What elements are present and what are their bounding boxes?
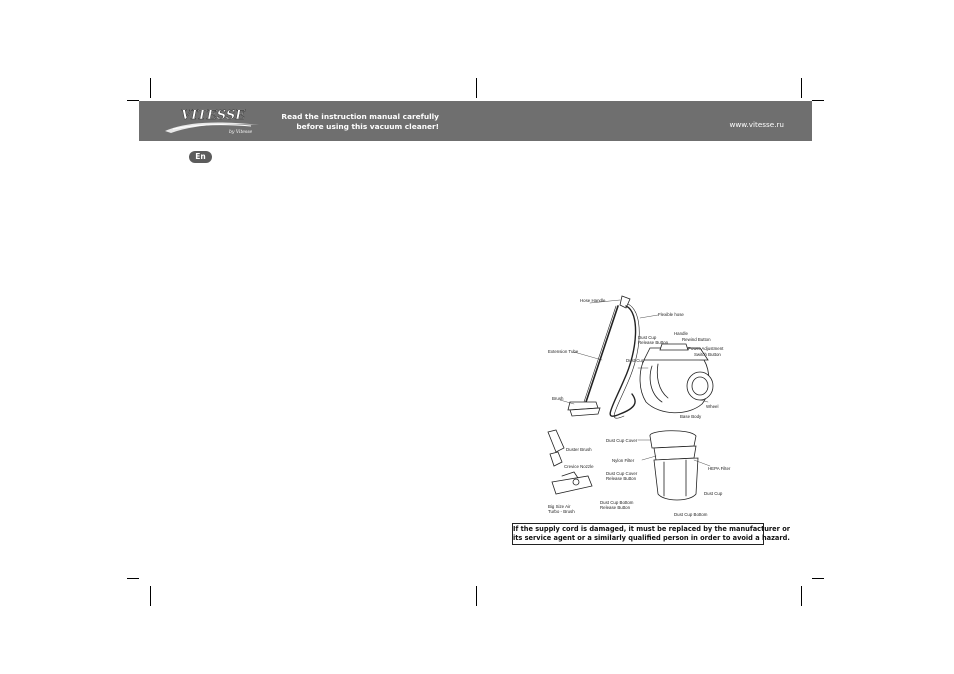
label-rewind-button: Rewind Button — [682, 337, 711, 342]
label-duster-brush: Duster Brush — [566, 447, 592, 452]
crop-mark — [801, 78, 802, 98]
label-crevice-nozzle: Crevice Nozzle — [564, 464, 594, 469]
crop-mark — [812, 578, 824, 579]
header-message-line1: Read the instruction manual carefully — [281, 112, 439, 121]
crop-mark — [476, 586, 477, 606]
crop-mark — [127, 100, 139, 101]
vacuum-parts-diagram — [540, 290, 770, 518]
brand-wordmark: VITESSE — [181, 108, 246, 123]
header-message — [269, 112, 439, 132]
label-base-body: Base Body — [680, 414, 702, 419]
crop-mark — [150, 586, 151, 606]
label-brush: Brush — [552, 396, 564, 401]
label-dust-cup-bottom: Dust Cup Bottom — [674, 512, 708, 517]
label-dust-cup-bottom-release-button: Dust Cup Bottom Release Button — [600, 500, 634, 510]
label-extension-tube: Extension Tube — [548, 349, 579, 354]
header-message-line2: before using this vacuum cleaner! — [296, 122, 439, 131]
crop-mark — [150, 78, 151, 98]
label-big-size-air-turbo-brush: Big Size Air Turbo - Brush — [548, 504, 575, 514]
vacuum-illustration — [540, 290, 770, 518]
label-dust-cup-cover-release-button: Dust Cup Cover Release Button — [606, 471, 638, 481]
label-hepa-filter: HEPA Filter — [708, 466, 731, 471]
crop-mark — [812, 100, 824, 101]
language-badge: En — [189, 151, 212, 163]
crop-mark — [476, 78, 477, 98]
website-url: www.vitesse.ru — [729, 120, 784, 129]
brand-logo — [163, 105, 263, 137]
label-switch-button: Switch Button — [694, 352, 721, 357]
label-hose-handle: Hose Handle — [580, 298, 606, 303]
brand-tagline: by Vitesse — [229, 130, 253, 135]
warning-line1: If the supply cord is damaged, it must be replaced by the manufacturer or — [513, 525, 790, 533]
label-dust-cup-2: Dust Cup — [704, 491, 723, 496]
crop-mark — [127, 578, 139, 579]
label-flexible-hose: Flexible hose — [658, 312, 684, 317]
label-dust-cup-release-button: Dust Cup Release Button — [638, 335, 669, 345]
logo-swoosh-icon — [163, 105, 263, 137]
label-nylon-filter: Nylon Filter — [612, 458, 635, 463]
label-handle: Handle — [674, 331, 688, 336]
label-wheel: Wheel — [706, 404, 719, 409]
crop-mark — [801, 586, 802, 606]
header-bar — [139, 101, 812, 141]
label-dust-cup: Dust Cup — [626, 358, 645, 363]
label-dust-cup-cover: Dust Cup Cover — [606, 438, 638, 443]
warning-line2: its service agent or a similarly qualified person in order to avoid a hazard. — [513, 534, 790, 542]
label-power-adjustment: Power Adjustment — [688, 346, 724, 351]
warning-box — [512, 523, 790, 545]
